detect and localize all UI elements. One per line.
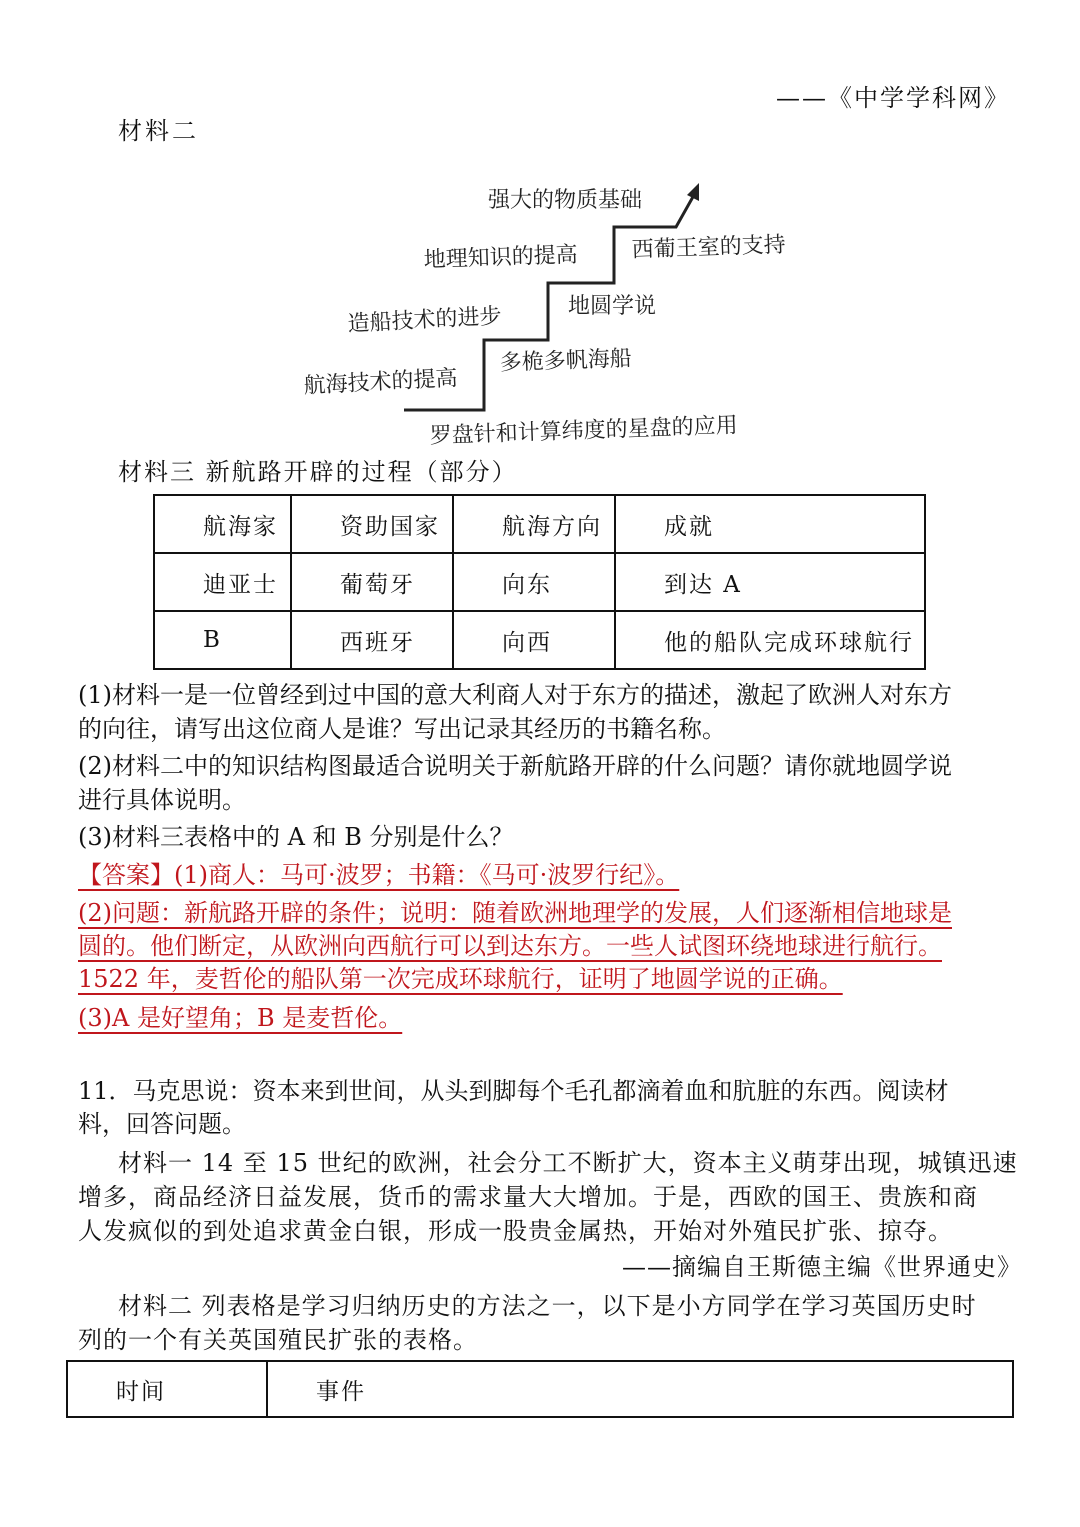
- table-cell: 西班牙: [291, 611, 453, 669]
- table-cell: 他的船队完成环球航行: [615, 611, 925, 669]
- label-round-earth: 地圆学说: [568, 294, 657, 319]
- q11-material1-line3: 人发疯似的到处追求黄金白银，形成一股贵金属热，开始对外殖民扩张、掠夺。: [78, 1217, 953, 1245]
- question-1-line1: (1)材料一是一位曾经到过中国的意大利商人对于东方的描述，激起了欧洲人对东方: [78, 681, 952, 709]
- colonial-expansion-table: [66, 1360, 1014, 1418]
- question-2-line1: (2)材料二中的知识结构图最适合说明关于新航路开辟的什么问题？请你就地圆学说: [78, 752, 952, 780]
- label-geo-knowledge: 地理知识的提高: [423, 242, 579, 273]
- table-header-row: [67, 1361, 1013, 1417]
- question-11-line2: 料，回答问题。: [78, 1110, 246, 1138]
- answer-3: (3)A 是好望角；B 是麦哲伦。: [78, 1004, 403, 1032]
- table-row: [154, 611, 925, 669]
- answer-1: 【答案】(1)商人：马可·波罗；书籍：《马可·波罗行纪》。: [78, 861, 680, 889]
- table-header-row: [154, 495, 925, 553]
- table-header-cell: 航海方向: [453, 495, 615, 553]
- label-navigation: 航海技术的提高: [303, 365, 459, 399]
- table-cell: B: [154, 611, 291, 669]
- table-cell: 迪亚士: [154, 553, 291, 611]
- answer-2-line2: 圆的。他们断定，从欧洲向西航行可以到达东方。一些人试图环绕地球进行航行。: [78, 932, 942, 960]
- table-row: [154, 553, 925, 611]
- material3-label: 材料三 新航路开辟的过程（部分）: [118, 458, 518, 486]
- q11-material2-line1: 材料二 列表格是学习归纳历史的方法之一，以下是小方同学在学习英国历史时: [118, 1292, 977, 1320]
- answer-2-line1: (2)问题：新航路开辟的条件；说明：随着欧洲地理学的发展，人们逐渐相信地球是: [78, 899, 952, 927]
- question-3: (3)材料三表格中的 A 和 B 分别是什么？: [78, 823, 514, 851]
- label-ships: 多桅多帆海船: [499, 346, 633, 376]
- q11-material1-source: ——摘编自王斯德主编《世界通史》: [622, 1253, 1022, 1281]
- answer-2-line3: 1522 年，麦哲伦的船队第一次完成环球航行，证明了地圆学说的正确。: [78, 965, 843, 993]
- question-2-line2: 进行具体说明。: [78, 786, 246, 814]
- question-1-line2: 的向往，请写出这位商人是谁？写出记录其经历的书籍名称。: [78, 715, 726, 743]
- table-cell: 到达 A: [615, 553, 925, 611]
- table-header-cell: 资助国家: [291, 495, 453, 553]
- table-header-cell: 事件: [267, 1361, 1013, 1417]
- label-royal-support: 西葡王室的支持: [631, 232, 787, 263]
- table-cell: 向东: [453, 553, 615, 611]
- table-header-cell: 成就: [615, 495, 925, 553]
- q11-material1-line2: 增多，商品经济日益发展，货币的需求量大大增加。于是，西欧的国王、贵族和商: [78, 1183, 978, 1211]
- knowledge-staircase-diagram: [0, 165, 1080, 455]
- question-11-line1: 11．马克思说：资本来到世间，从头到脚每个毛孔都滴着血和肮脏的东西。阅读材: [78, 1077, 949, 1105]
- material1-source: ——《中学学科网》: [776, 84, 1010, 112]
- table-header-cell: 航海家: [154, 495, 291, 553]
- table-header-cell: 时间: [67, 1361, 267, 1417]
- table-cell: 葡萄牙: [291, 553, 453, 611]
- q11-material1-line1: 材料一 14 至 15 世纪的欧洲，社会分工不断扩大，资本主义萌芽出现，城镇迅速: [118, 1149, 1018, 1177]
- table-cell: 向西: [453, 611, 615, 669]
- label-shipbuilding: 造船技术的进步: [347, 303, 503, 337]
- voyages-table: [153, 494, 926, 670]
- material2-label: 材料二: [118, 117, 199, 145]
- label-top: 强大的物质基础: [488, 188, 643, 213]
- q11-material2-line2: 列的一个有关英国殖民扩张的表格。: [78, 1326, 478, 1354]
- label-compass: 罗盘针和计算纬度的星盘的应用: [429, 413, 739, 449]
